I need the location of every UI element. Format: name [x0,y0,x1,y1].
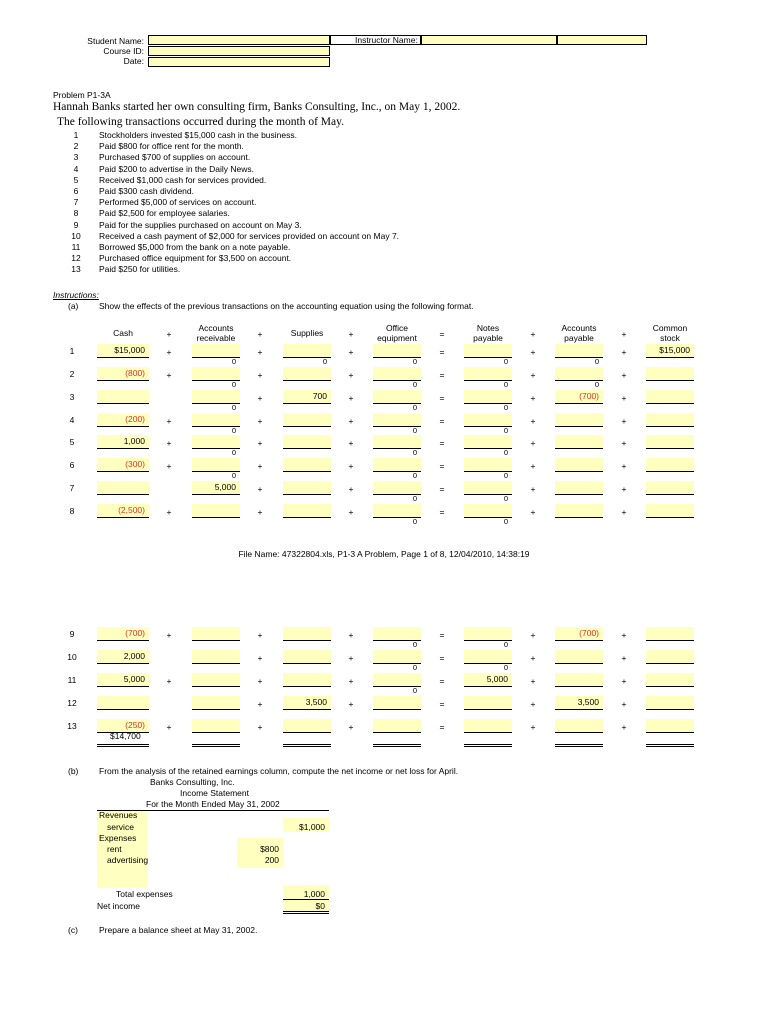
transaction-number: 12 [71,253,81,264]
cell-cash[interactable]: (300) [97,458,149,472]
plus-sign: + [621,461,627,471]
row-number: 2 [69,369,75,379]
cell-oe[interactable] [373,458,421,472]
row-number: 9 [69,629,75,639]
income-title: Income Statement [180,788,249,798]
transaction-text: Borrowed $5,000 from the bank on a note payable. [99,242,291,252]
cell-cash[interactable]: 2,000 [97,650,149,664]
equals-sign: = [439,630,445,640]
cell-cs[interactable] [646,504,694,518]
plus-sign: + [530,699,536,709]
plus-sign: + [348,507,354,517]
cell-ar[interactable]: 5,000 [192,481,240,495]
zero-marker: 0 [231,380,236,389]
cell-oe[interactable] [373,481,421,495]
plus-sign: + [621,699,627,709]
cell-oe[interactable] [373,367,421,381]
equals-sign: = [439,347,445,357]
plus-sign: + [621,416,627,426]
problem-intro-2: The following transactions occurred during the month of May. [57,116,345,128]
cell-ap[interactable] [555,413,603,427]
plus-sign: + [166,438,172,448]
income-company: Banks Consulting, Inc. [150,777,235,787]
plus-sign: + [348,699,354,709]
cell-cs[interactable] [646,413,694,427]
plus-sign: + [530,507,536,517]
cell-ap[interactable] [555,344,603,358]
plus-sign: + [257,699,263,709]
plus-sign: + [621,676,627,686]
zero-marker: 0 [503,448,508,457]
cell-oe[interactable] [373,650,421,664]
plus-sign: + [257,393,263,403]
total-double-rule [373,743,421,747]
file-footer: File Name: 47322804.xls, P1-3 A Problem, Page 1 of 8, 12/04/2010, 14:38:19 [238,549,530,559]
cell-np[interactable] [464,504,512,518]
zero-marker: 0 [503,426,508,435]
zero-marker: 0 [412,426,417,435]
transaction-text: Stockholders invested $15,000 cash in the business. [99,130,297,140]
cell-cash[interactable]: (700) [97,627,149,641]
total-double-rule [646,743,694,747]
plus-sign: + [257,484,263,494]
plus-sign: + [621,630,627,640]
part-b-text: From the analysis of the retained earnings column, compute the net income or net loss for April. [99,766,459,776]
zero-marker: 0 [503,640,508,649]
equals-sign: = [439,484,445,494]
instructor-name-label: Instructor Name: [355,35,418,45]
plus-sign: + [621,370,627,380]
problem-intro: Hannah Banks started her own consulting firm, Banks Consulting, Inc., on May 1, 2002. [53,101,461,113]
advertising-amount: 200 [264,855,279,865]
cell-sup[interactable] [283,435,331,449]
zero-marker: 0 [231,357,236,366]
cell-cs[interactable] [646,458,694,472]
cell-np[interactable] [464,481,512,495]
cell-ar[interactable] [192,719,240,733]
zero-marker: 0 [231,448,236,457]
plus-sign: + [257,507,263,517]
row-number: 5 [69,437,75,447]
cell-ap[interactable] [555,650,603,664]
cell-sup[interactable]: 700 [283,390,331,404]
transaction-number: 5 [73,174,79,185]
plus-sign: + [530,676,536,686]
student-name-field[interactable] [148,35,330,45]
zero-marker: 0 [412,494,417,503]
plus-sign: + [530,438,536,448]
cell-sup[interactable] [283,458,331,472]
transaction-text: Purchased office equipment for $3,500 on account. [99,253,292,264]
equals-sign: = [439,699,445,709]
plus-sign: + [257,676,263,686]
transaction-text: Paid $800 for office rent for the month. [99,141,244,152]
revenues-label: Revenues [99,810,138,820]
plus-sign: + [257,461,263,471]
header-plus-5: + [621,329,627,339]
cell-sup[interactable] [283,719,331,733]
cell-np[interactable] [464,390,512,404]
row-number: 6 [69,460,75,470]
plus-sign: + [348,438,354,448]
plus-sign: + [621,393,627,403]
cell-ap[interactable] [555,673,603,687]
transaction-number: 6 [73,186,79,196]
cell-cs[interactable] [646,719,694,733]
cell-ap[interactable] [555,458,603,472]
cell-ap[interactable] [555,481,603,495]
cell-cash[interactable]: $15,000 [97,344,149,358]
instructor-label-cell [330,35,421,45]
total-double-rule [97,743,149,747]
plus-sign: + [348,676,354,686]
cell-oe[interactable] [373,344,421,358]
cell-np[interactable] [464,458,512,472]
zero-marker: 0 [231,471,236,480]
cell-cs[interactable] [646,390,694,404]
plus-sign: + [530,416,536,426]
zero-marker: 0 [503,663,508,672]
cell-ap[interactable] [555,719,603,733]
plus-sign: + [348,347,354,357]
transaction-number: 2 [73,141,79,152]
cell-sup[interactable] [283,504,331,518]
plus-sign: + [530,347,536,357]
rent-amount: $800 [260,844,279,854]
cell-np[interactable] [464,696,512,710]
cell-ar[interactable] [192,650,240,664]
total-double-rule [283,743,331,747]
plus-sign: + [257,370,263,380]
total-expenses-amount: 1,000 [303,889,325,899]
cell-ar[interactable] [192,627,240,641]
part-c-text: Prepare a balance sheet at May 31, 2002. [99,925,258,935]
transaction-text: Paid $2,500 for employee salaries. [99,208,230,219]
equals-sign: = [439,438,445,448]
row-number: 4 [69,415,75,425]
plus-sign: + [166,416,172,426]
equals-sign: = [439,653,445,663]
cell-ap[interactable]: 3,500 [555,696,603,710]
cell-oe[interactable] [373,627,421,641]
zero-marker: 0 [503,517,508,526]
zero-marker: 0 [594,380,599,389]
equals-sign: = [439,507,445,517]
col-header-ar: Accounts receivable [196,323,236,343]
cell-np[interactable] [464,650,512,664]
cell-sup[interactable] [283,650,331,664]
advertising-label: advertising [107,855,149,865]
zero-marker: 0 [412,663,417,672]
cell-oe[interactable] [373,413,421,427]
transaction-number: 4 [73,163,79,174]
plus-sign: + [166,347,172,357]
header-plus-2: + [257,329,263,339]
transaction-text: Performed $5,000 of services on account. [99,197,257,208]
zero-marker: 0 [503,380,508,389]
equals-sign: = [439,416,445,426]
cell-np[interactable] [464,413,512,427]
row-number: 7 [69,483,75,493]
plus-sign: + [621,507,627,517]
cell-oe[interactable] [373,390,421,404]
zero-marker: 0 [412,640,417,649]
cell-oe[interactable] [373,719,421,733]
plus-sign: + [621,653,627,663]
plus-sign: + [348,653,354,663]
transaction-number: 9 [73,219,79,230]
transaction-number: 1 [73,130,79,140]
transaction-number: 13 [71,264,81,275]
row-number: 1 [69,346,75,356]
plus-sign: + [530,630,536,640]
cell-ar[interactable] [192,458,240,472]
instructions-label: Instructions: [53,290,99,300]
student-name-label: Student Name: [87,36,144,46]
zero-marker: 0 [231,426,236,435]
part-a-tag: (a) [68,301,79,311]
cell-np[interactable] [464,367,512,381]
plus-sign: + [348,630,354,640]
cell-ar[interactable] [192,504,240,518]
cell-cs[interactable] [646,650,694,664]
cell-ap[interactable] [555,367,603,381]
equals-sign: = [439,461,445,471]
cell-cs[interactable]: $15,000 [646,344,694,358]
plus-sign: + [530,461,536,471]
rent-label: rent [107,844,122,854]
cell-ap[interactable]: (700) [555,627,603,641]
transaction-number: 7 [73,197,79,208]
transaction-text: Purchased $700 of supplies on account. [99,152,251,163]
service-amount: $1,000 [299,822,325,832]
cell-sup[interactable] [283,367,331,381]
cell-np[interactable] [464,719,512,733]
row-number: 13 [67,721,77,731]
plus-sign: + [530,484,536,494]
total-double-rule [192,743,240,747]
zero-marker: 0 [412,448,417,457]
zero-marker: 0 [322,357,327,366]
plus-sign: + [621,347,627,357]
zero-marker: 0 [594,357,599,366]
cell-sup[interactable] [283,481,331,495]
plus-sign: + [257,438,263,448]
problem-id: Problem P1-3A [53,90,111,100]
plus-sign: + [530,393,536,403]
transaction-number: 11 [71,242,81,252]
cell-ar[interactable] [192,435,240,449]
plus-sign: + [530,722,536,732]
total-double-rule [464,743,512,747]
cell-sup[interactable] [283,413,331,427]
zero-marker: 0 [412,357,417,366]
income-period: For the Month Ended May 31, 2002 [146,799,280,809]
transaction-text: Received $1,000 cash for services provided. [99,174,267,185]
plus-sign: + [166,630,172,640]
transaction-number: 10 [71,230,81,241]
cell-cash[interactable]: (250) [97,719,149,733]
cell-cash[interactable] [97,481,149,495]
date-label: Date: [123,56,144,66]
transaction-text: Paid $300 cash dividend. [99,186,194,196]
cell-ap[interactable]: (700) [555,390,603,404]
equals-sign: = [439,393,445,403]
transaction-number: 8 [73,208,79,219]
plus-sign: + [166,507,172,517]
row-number: 10 [67,652,77,662]
cell-np[interactable] [464,344,512,358]
cell-cash[interactable]: 1,000 [97,435,149,449]
zero-marker: 0 [503,471,508,480]
cell-cash[interactable] [97,696,149,710]
plus-sign: + [621,484,627,494]
zero-marker: 0 [503,357,508,366]
cell-sup[interactable] [283,673,331,687]
cell-np[interactable] [464,435,512,449]
cell-ar[interactable] [192,413,240,427]
transaction-text: Paid $250 for utilities. [99,264,181,275]
plus-sign: + [257,653,263,663]
header-plus-3: + [348,329,354,339]
equals-sign: = [439,722,445,732]
zero-marker: 0 [231,403,236,412]
zero-marker: 0 [503,494,508,503]
net-income-amount: $0 [315,901,325,911]
plus-sign: + [257,630,263,640]
plus-sign: + [348,370,354,380]
zero-marker: 0 [412,380,417,389]
cell-ar[interactable] [192,673,240,687]
cell-ap[interactable] [555,435,603,449]
course-id-field[interactable] [148,46,330,56]
row-number: 8 [69,506,75,516]
zero-marker: 0 [412,403,417,412]
plus-sign: + [348,461,354,471]
col-header-common-stock: Common stock [652,323,688,343]
col-header-supplies: Supplies [290,328,324,338]
cell-cs[interactable] [646,435,694,449]
cell-oe[interactable] [373,673,421,687]
cell-ap[interactable] [555,504,603,518]
plus-sign: + [257,722,263,732]
cell-cash[interactable]: (200) [97,413,149,427]
cell-cs[interactable] [646,367,694,381]
course-id-label: Course ID: [103,46,144,56]
total-expenses-label: Total expenses [116,889,173,899]
row-number: 12 [67,698,77,708]
col-header-office-equipment: Office equipment [377,323,417,343]
cell-cs[interactable] [646,673,694,687]
zero-marker: 0 [412,686,417,695]
zero-marker: 0 [412,471,417,480]
plus-sign: + [166,370,172,380]
cell-np[interactable]: 5,000 [464,673,512,687]
plus-sign: + [348,416,354,426]
plus-sign: + [166,722,172,732]
cell-sup[interactable]: 3,500 [283,696,331,710]
transaction-text: Paid $200 to advertise in the Daily News. [99,163,254,174]
cell-sup[interactable] [283,627,331,641]
cell-ar[interactable] [192,696,240,710]
header-equals: = [439,329,445,339]
cash-total: $14,700 [110,731,141,741]
expenses-label: Expenses [99,833,137,843]
cell-cs[interactable] [646,481,694,495]
plus-sign: + [257,347,263,357]
plus-sign: + [530,653,536,663]
col-header-cash: Cash [113,328,133,338]
cell-ar[interactable] [192,367,240,381]
equals-sign: = [439,370,445,380]
col-header-notes-payable: Notes payable [473,323,503,343]
plus-sign: + [348,722,354,732]
plus-sign: + [530,370,536,380]
header-plus-4: + [530,329,536,339]
cell-ar[interactable] [192,390,240,404]
header-plus-1: + [166,329,172,339]
equals-sign: = [439,676,445,686]
cell-sup[interactable] [283,344,331,358]
cell-ar[interactable] [192,344,240,358]
plus-sign: + [166,461,172,471]
total-double-rule [555,743,603,747]
net-income-rule [283,899,329,900]
plus-sign: + [257,416,263,426]
transaction-number: 3 [73,152,79,163]
plus-sign: + [621,722,627,732]
net-income-label: Net income [97,901,140,911]
zero-marker: 0 [412,517,417,526]
plus-sign: + [166,676,172,686]
instructor-name-field[interactable] [421,35,557,45]
transaction-text: Received a cash payment of $2,000 for services provided on account on May 7. [99,230,400,241]
plus-sign: + [621,438,627,448]
plus-sign: + [348,393,354,403]
cell-oe[interactable] [373,696,421,710]
instructor-name-field-2[interactable] [557,35,647,45]
service-label: service [107,822,134,832]
cell-cash[interactable]: 5,000 [97,673,149,687]
cell-np[interactable] [464,627,512,641]
transaction-text: Paid for the supplies purchased on account on May 3. [99,219,302,230]
cell-cs[interactable] [646,627,694,641]
row-number: 11 [67,675,77,685]
zero-marker: 0 [503,403,508,412]
part-b-tag: (b) [68,766,79,776]
cell-cash[interactable]: (2,500) [97,504,149,518]
net-income-double-rule [283,910,329,914]
cell-cash[interactable] [97,390,149,404]
part-a-text: Show the effects of the previous transactions on the accounting equation using the following format. [99,301,474,311]
cell-oe[interactable] [373,435,421,449]
cell-oe[interactable] [373,504,421,518]
col-header-accounts-payable: Accounts payable [561,323,597,343]
cell-cash[interactable]: (800) [97,367,149,381]
date-field[interactable] [148,57,330,67]
part-c-tag: (c) [68,925,78,935]
cell-cs[interactable] [646,696,694,710]
plus-sign: + [348,484,354,494]
row-number: 3 [69,392,75,402]
